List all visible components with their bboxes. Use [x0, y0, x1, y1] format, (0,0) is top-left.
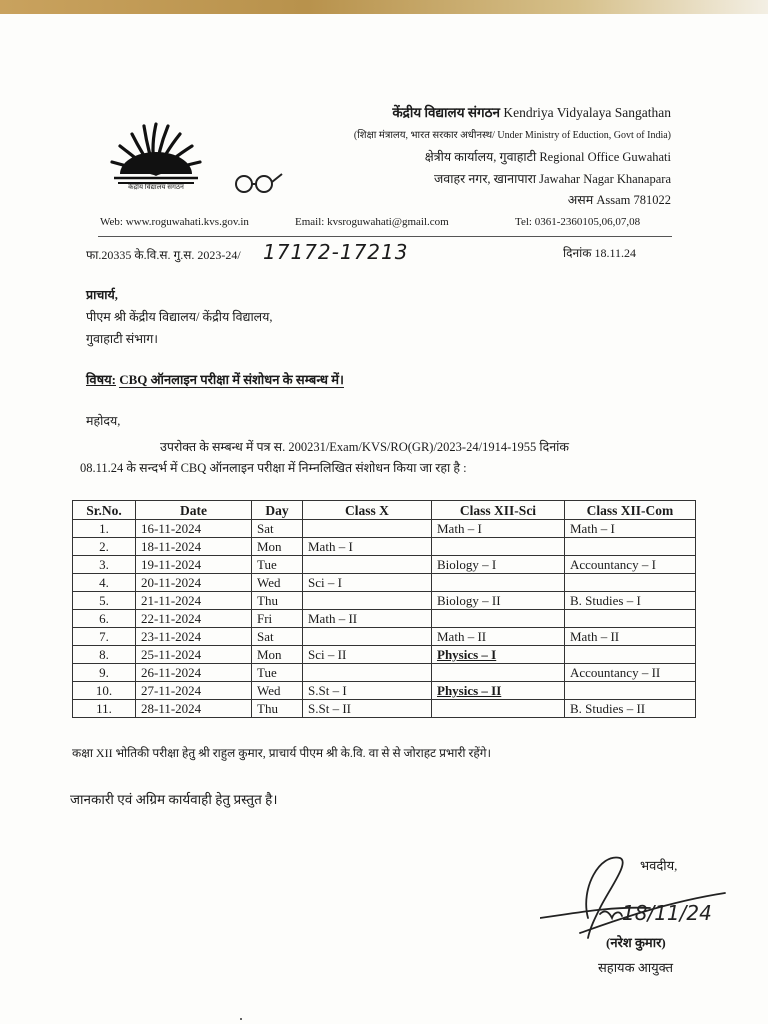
cell-date: 20-11-2024 — [136, 574, 252, 592]
cell-srno: 1. — [73, 520, 136, 538]
cell-date: 22-11-2024 — [136, 610, 252, 628]
letterhead-locality: जवाहर नगर, खानापारा Jawahar Nagar Khanapara — [434, 172, 671, 186]
reference-handwritten: 17172-17213 — [263, 240, 409, 264]
address-line-2: पीएम श्री केंद्रीय विद्यालय/ केंद्रीय विद्यालय, — [86, 310, 273, 324]
cell-class-xii-com: B. Studies – II — [565, 700, 696, 718]
subject-label: विषय: — [86, 372, 116, 387]
table-row — [73, 556, 696, 574]
table-row — [73, 610, 696, 628]
cell-srno: 7. — [73, 628, 136, 646]
cell-class-x: Sci – I — [303, 574, 432, 592]
cell-class-xii-sci: Math – I — [432, 520, 565, 538]
cell-date: 23-11-2024 — [136, 628, 252, 646]
page-speck — [240, 1018, 242, 1020]
cell-day: Thu — [252, 592, 303, 610]
table-body — [73, 520, 696, 718]
cell-date: 26-11-2024 — [136, 664, 252, 682]
website-link[interactable]: Web: www.roguwahati.kvs.gov.in — [100, 216, 249, 228]
cell-day: Mon — [252, 538, 303, 556]
signature-handwritten-date: 18/11/24 — [622, 901, 712, 925]
col-header-date: Date — [136, 501, 252, 520]
closing-word: भवदीय, — [640, 858, 678, 873]
cell-srno: 6. — [73, 610, 136, 628]
cell-class-xii-sci: Math – II — [432, 628, 565, 646]
reference-printed: फा.20335 के.वि.स. गु.स. 2023-24/ — [86, 248, 241, 262]
cell-class-x — [303, 520, 432, 538]
table-row — [73, 592, 696, 610]
letterhead-org — [392, 103, 671, 121]
cell-day: Fri — [252, 610, 303, 628]
cell-srno: 4. — [73, 574, 136, 592]
cell-class-xii-sci — [432, 538, 565, 556]
signatory-name: (नरेश कुमार) — [606, 935, 666, 950]
cell-class-x — [303, 556, 432, 574]
kvs-sun-logo-icon — [100, 112, 212, 208]
table-row — [73, 700, 696, 718]
col-header-class-xii-sci: Class XII-Sci — [432, 501, 565, 520]
cell-srno: 5. — [73, 592, 136, 610]
spectacles-emblem-icon — [232, 170, 284, 196]
cell-srno: 11. — [73, 700, 136, 718]
table-row — [73, 538, 696, 556]
cell-srno: 8. — [73, 646, 136, 664]
letter-date: दिनांक 18.11.24 — [563, 246, 637, 260]
signatory-designation: सहायक आयुक्त — [598, 960, 674, 975]
org-name-english: Kendriya Vidyalaya Sangathan — [503, 105, 671, 120]
table-row — [73, 628, 696, 646]
letterhead-office: क्षेत्रीय कार्यालय, गुवाहाटी Regional Office Guwahati — [424, 150, 671, 164]
cell-class-x — [303, 592, 432, 610]
subject-text: CBQ ऑनलाइन परीक्षा में संशोधन के सम्बन्ध में। — [119, 372, 344, 387]
cell-class-xii-com — [565, 646, 696, 664]
address-line-1: प्राचार्य, — [86, 288, 118, 302]
table-row — [73, 520, 696, 538]
cell-class-x — [303, 664, 432, 682]
cell-date: 25-11-2024 — [136, 646, 252, 664]
table-row — [73, 664, 696, 682]
cell-class-xii-com: Math – I — [565, 520, 696, 538]
table-row — [73, 682, 696, 700]
cell-day: Thu — [252, 700, 303, 718]
cell-class-x: Math – II — [303, 610, 432, 628]
letterhead-ministry: (शिक्षा मंत्रालय, भारत सरकार अधीनस्थ/ Under Ministry of Eduction, Govt of India) — [353, 130, 671, 141]
cell-day: Sat — [252, 520, 303, 538]
cell-date: 18-11-2024 — [136, 538, 252, 556]
cell-class-xii-sci: Physics – II — [432, 682, 565, 700]
col-header-class-x: Class X — [303, 501, 432, 520]
org-name-hindi: केंद्रीय विद्यालय संगठन — [392, 105, 500, 120]
cell-class-xii-com — [565, 574, 696, 592]
closing-note: जानकारी एवं अग्रिम कार्यवाही हेतु प्रस्तुत है। — [70, 792, 278, 807]
email-link[interactable]: Email: kvsroguwahati@gmail.com — [295, 216, 449, 228]
cell-srno: 3. — [73, 556, 136, 574]
cell-class-xii-sci — [432, 574, 565, 592]
cell-class-x: S.St – II — [303, 700, 432, 718]
subject-line — [86, 370, 344, 388]
cell-class-xii-sci: Biology – II — [432, 592, 565, 610]
cell-day: Wed — [252, 682, 303, 700]
cell-date: 16-11-2024 — [136, 520, 252, 538]
table-row — [73, 646, 696, 664]
physics-incharge-note: कक्षा XII भोतिकी परीक्षा हेतु श्री राहुल कुमार, प्राचार्य पीएम श्री के.वि. वा से से जोराहट प्रभारी रहेंगे। — [72, 746, 492, 760]
cell-day: Mon — [252, 646, 303, 664]
cell-date: 19-11-2024 — [136, 556, 252, 574]
col-header-day: Day — [252, 501, 303, 520]
col-header-srno: Sr.No. — [73, 501, 136, 520]
logo-caption: केंद्रीय विद्यालय संगठन — [128, 183, 184, 191]
cell-day: Wed — [252, 574, 303, 592]
cell-class-xii-com: Accountancy – I — [565, 556, 696, 574]
cell-class-x: Sci – II — [303, 646, 432, 664]
cell-class-x: S.St – I — [303, 682, 432, 700]
cell-date: 27-11-2024 — [136, 682, 252, 700]
cell-class-xii-sci — [432, 610, 565, 628]
body-line-1: उपरोक्त के सम्बन्ध में पत्र स. 200231/Exam/KVS/RO(GR)/2023-24/1914-1955 दिनांक — [160, 440, 570, 454]
cell-day: Tue — [252, 556, 303, 574]
cell-class-xii-sci — [432, 700, 565, 718]
telephone-text: Tel: 0361-2360105,06,07,08 — [515, 216, 641, 228]
cell-srno: 10. — [73, 682, 136, 700]
col-header-class-xii-com: Class XII-Com — [565, 501, 696, 520]
cell-class-xii-com: Accountancy – II — [565, 664, 696, 682]
letterhead-state: असम Assam 781022 — [567, 193, 671, 207]
exam-schedule-table — [72, 500, 696, 718]
table-header-row — [73, 501, 696, 520]
cell-class-xii-sci: Biology – I — [432, 556, 565, 574]
cell-day: Tue — [252, 664, 303, 682]
cell-class-xii-com: B. Studies – I — [565, 592, 696, 610]
cell-class-xii-com — [565, 538, 696, 556]
body-line-2: 08.11.24 के सन्दर्भ में CBQ ऑनलाइन परीक्षा में निम्नलिखित संशोधन किया जा रहा है : — [80, 461, 467, 475]
address-line-3: गुवाहाटी संभाग। — [86, 332, 159, 346]
cell-class-xii-com — [565, 682, 696, 700]
cell-class-xii-com — [565, 610, 696, 628]
cell-class-xii-com: Math – II — [565, 628, 696, 646]
cell-class-xii-sci: Physics – I — [432, 646, 565, 664]
cell-class-xii-sci — [432, 664, 565, 682]
cell-srno: 2. — [73, 538, 136, 556]
cell-class-x: Math – I — [303, 538, 432, 556]
cell-class-x — [303, 628, 432, 646]
salutation: महोदय, — [86, 414, 121, 428]
cell-date: 28-11-2024 — [136, 700, 252, 718]
table-row — [73, 574, 696, 592]
cell-date: 21-11-2024 — [136, 592, 252, 610]
cell-srno: 9. — [73, 664, 136, 682]
cell-day: Sat — [252, 628, 303, 646]
letterhead-divider — [98, 236, 672, 237]
reference-number — [86, 246, 241, 263]
